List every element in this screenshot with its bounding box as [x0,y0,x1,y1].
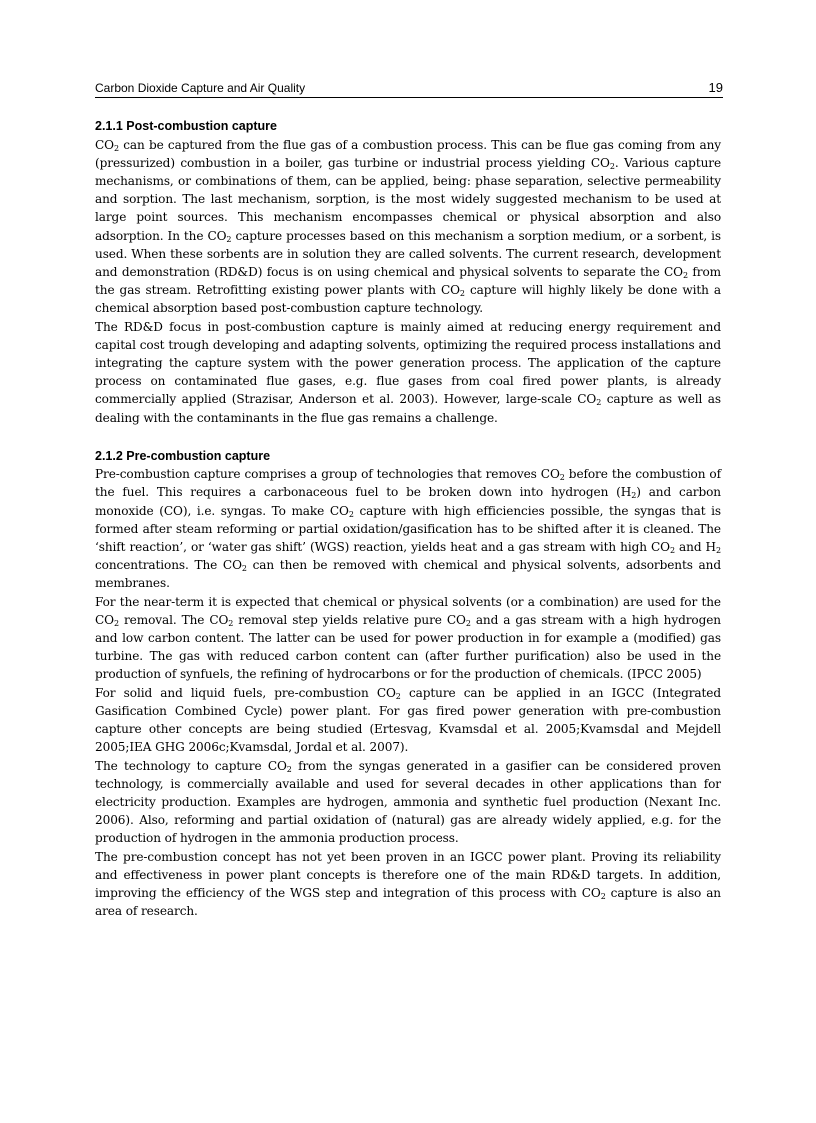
text-run: removal. The CO [118,612,229,627]
subscript: 2 [596,398,602,408]
text-run: CO [95,137,114,152]
main-content [95,117,721,920]
text-run: removal step yields relative pure CO [233,612,466,627]
subscript: 2 [683,270,688,280]
text-run: before the combustion of the fuel. This requires a carbonaceous fuel to be broken down into hydrogen (H [95,467,721,500]
text-run: from the gas stream. Retrofitting existing power plants with CO [95,264,721,298]
subscript: 2 [113,143,119,153]
subscript: 2 [715,546,721,556]
text-run: can then be removed with chemical and physical solvents, adsorbents and membranes. [95,558,721,591]
running-title: Carbon Dioxide Capture and Air Quality [95,81,306,95]
text-run: The pre-combustion concept has not yet been proven in an IGCC power plant. Proving its reliability and effectiveness in power plant concepts is therefore one of the main RD&D targets. In addition, improving the efficiency of the WGS step and integration of this process with CO [95,849,721,900]
text-run: from the syngas generated in a gasifier can be considered proven technology, is commercially available and used for several decades in other applications than for electricity production. Examples are hydrogen, ammonia and synthetic fuel production (Nexant Inc. 2006). Also, reforming and partial oxidation of (natural) gas are already widely applied, e.g. for the production of hydrogen in the ammonia production process. [95,758,721,846]
text-run: capture as well as dealing with the contaminants in the flue gas remains a challenge. [95,392,721,425]
paragraph [95,318,721,427]
text-run: and H [674,540,716,555]
text-run: concentrations. The CO [95,558,242,573]
section-spacer [95,427,721,447]
text-run: can be captured from the flue gas of a combustion process. This can be flue gas coming from any (pressurized) combustion in a boiler, gas turbine or industrial process yielding CO [95,137,721,170]
section-heading: 2.1.1 Post-combustion capture [95,119,277,133]
subscript: 2 [241,564,247,574]
text-run: The RD&D focus in post-combustion capture is mainly aimed at reducing energy requirement and capital cost trough developing and adapting solvents, optimizing the required process installations and integrating the capture system with the power generation process. The application of the capture process on contaminated flue gases, e.g. flue gases from coal fired power plants, is already commercially applied (Strazisar, Anderson et al. 2003). However, large-scale CO [95,319,721,407]
paragraph [95,593,721,684]
subscript: 2 [228,618,234,628]
subscript: 2 [609,161,615,171]
text-run: For solid and liquid fuels, pre-combustion CO [95,685,396,700]
text-run: capture with high efficiencies possible, the syngas that is formed after steam reforming or partial oxidation/gasification has to be shifted after it is cleaned. The ‘shift reaction’, or ‘water gas shift’ (WGS) reaction, yields heat and a gas stream with high CO [95,503,721,555]
subscript: 2 [395,691,401,701]
paragraph [95,684,721,757]
text-run: The technology to capture CO [95,758,287,773]
section-2 [95,447,721,921]
text-run: For the near-term it is expected that chemical or physical solvents (or a combination) are used for the CO [95,594,721,627]
subscript: 2 [669,546,675,556]
section-1 [95,117,721,427]
paragraph [95,465,721,592]
paragraph [95,136,721,318]
subscript: 2 [600,891,606,901]
text-run: Pre-combustion capture comprises a group of technologies that removes CO [95,467,560,482]
text-run: capture can be applied in an IGCC (Integrated Gasification Combined Cycle) power plant. For gas fired power generation with pre-combustion capture other concepts are being studied (Ertesvag, Kvamsdal et al. 2005;Kvamsdal and Mejdell 2005;IEA GHG 2006c;Kvamsdal, Jordal et al. 2007). [95,685,722,755]
paragraph [95,757,721,848]
subscript: 2 [465,618,471,628]
text-run: . Various capture mechanisms, or combinations of them, can be applied, being: phase separation, selective permeability and sorption. The last mechanism, sorption, is the most widely suggested mechanism to be used at large point sources. This mechanism encompasses chemical or physical absorption and also adsorption. In the CO [95,155,722,243]
text-run: ) and carbon monoxide (CO), i.e. syngas. To make CO [95,485,721,518]
text-run: capture processes based on this mechanism a sorption medium, or a sorbent, is used. When these sorbents are in solution they are called solvents. The current research, development and demonstration (RD&D) focus is on using chemical and physical solvents to separate the CO [95,228,722,279]
subscript: 2 [559,473,565,483]
page-number: 19 [708,80,723,95]
subscript: 2 [226,234,232,244]
section-heading: 2.1.2 Pre-combustion capture [95,448,271,463]
running-header [95,80,723,98]
subscript: 2 [113,618,119,628]
subscript: 2 [631,491,637,501]
text-run: capture will highly likely be done with a chemical absorption based post-combustion capture technology. [95,283,721,316]
text-run: and a gas stream with a high hydrogen and low carbon content. The latter can be used for power production in for example a (modified) gas turbine. The gas with reduced carbon content can (after further purification) also be used in the production of synfuels, the refining of hydrocarbons or for the production of chemicals. (IPCC 2005) [95,612,721,682]
subscript: 2 [459,289,465,299]
text-run: capture is also an area of research. [95,885,721,919]
paragraph [95,848,721,921]
subscript: 2 [286,764,292,774]
subscript: 2 [348,509,354,519]
